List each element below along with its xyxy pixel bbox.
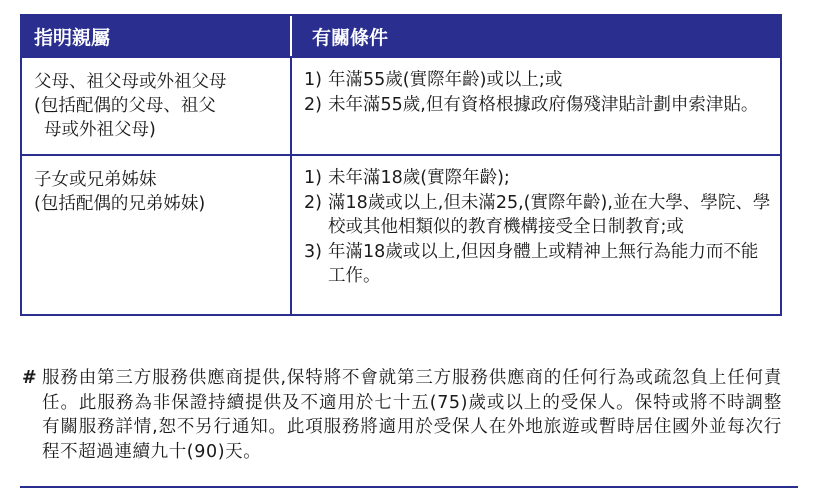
relative-text: 父母、祖父母或外祖父母 [34, 72, 227, 92]
condition-number: 2) [304, 95, 322, 115]
condition-item [304, 191, 772, 239]
condition-item [304, 93, 772, 117]
condition-text: 未年滿18歲(實際年齡); [328, 168, 510, 188]
condition-text: 未年滿55歲,但有資格根據政府傷殘津貼計劃申索津貼。 [328, 95, 759, 115]
table-header [22, 16, 780, 58]
condition-text: 年滿55歲(實際年齡)或以上;或 [328, 70, 563, 90]
conditions-cell [292, 156, 780, 314]
condition-number: 1) [304, 70, 322, 90]
relative-text: 子女或兄弟姊妹 [34, 170, 157, 190]
header-relatives: 指明親屬 [22, 16, 292, 56]
condition-item [304, 166, 772, 190]
footnote-symbol: # [22, 368, 37, 388]
table-row [22, 58, 780, 154]
condition-number: 2) [304, 193, 322, 213]
condition-number: 3) [304, 242, 322, 262]
relative-text: (包括配偶的兄弟姊妹) [34, 194, 206, 214]
footnote-text: 服務由第三方服務供應商提供,保特將不會就第三方服務供應商的任何行為或疏忽負上任何責任。此服務為非保證持續提供及不適用於七十五(75)歲或以上的受保人。保特或將不時調整有關服務詳情,恕不另行通知。此項服務將適用於受保人在外地旅遊或暫時居住國外並每次行程不超過連續九十(90)天。 [42, 368, 782, 462]
footnote [22, 366, 782, 464]
eligibility-table [20, 14, 782, 316]
relative-text: (包括配偶的父母、祖父 [34, 96, 216, 116]
condition-text: 年滿18歲或以上,但因身體上或精神上無行為能力而不能工作。 [328, 242, 759, 286]
condition-number: 1) [304, 168, 322, 188]
relatives-cell [22, 58, 292, 154]
relative-text: 母或外祖父母) [44, 120, 156, 140]
header-conditions: 有關條件 [312, 26, 389, 49]
relatives-cell [22, 156, 292, 314]
divider [20, 486, 798, 488]
table-row [22, 154, 780, 314]
conditions-cell [292, 58, 780, 154]
condition-item [304, 68, 772, 92]
condition-item [304, 240, 772, 288]
condition-text: 滿18歲或以上,但未滿25,(實際年齡),並在大學、學院、學校或其他相類似的教育機構接受全日制教育;或 [328, 193, 771, 237]
